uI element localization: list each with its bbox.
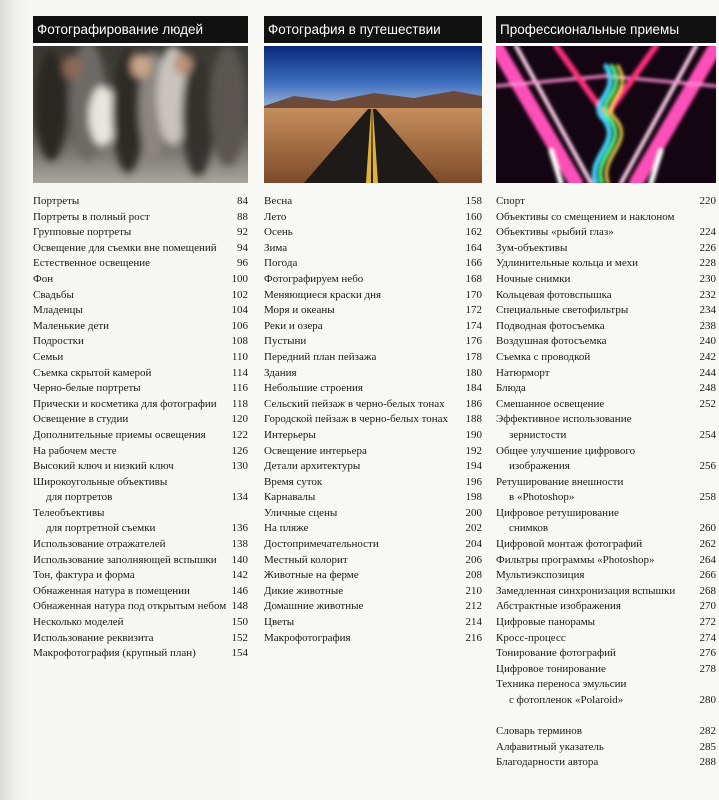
toc-entry[interactable] [33, 584, 248, 600]
toc-entry[interactable] [264, 194, 482, 210]
toc-entry[interactable] [33, 241, 248, 257]
toc-entry-page: 114 [231, 366, 248, 379]
toc-entry[interactable] [33, 599, 248, 615]
toc-entry[interactable] [496, 288, 716, 304]
toc-entry[interactable] [264, 210, 482, 226]
toc-entry[interactable] [496, 755, 716, 771]
toc-entry-page: 110 [231, 350, 248, 363]
toc-entry-title: для портретной съемки [46, 522, 156, 535]
toc-entry-title: На рабочем месте [33, 444, 117, 457]
toc-entry-title: Семьи [33, 350, 64, 363]
toc-entry-title: Использование заполняющей вспышки [33, 553, 217, 566]
toc-entry[interactable] [33, 537, 248, 553]
toc-list [264, 194, 482, 646]
section-title: Фотографирование людей [33, 16, 248, 46]
toc-entry-title: Зима [264, 241, 288, 254]
toc-entry-title: Кольцевая фотовспышка [496, 288, 612, 301]
toc-entry-title: Цифровое ретуширование [496, 506, 619, 519]
toc-entry[interactable] [33, 381, 248, 397]
toc-entry-title: Здания [264, 366, 297, 379]
toc-entry[interactable] [264, 288, 482, 304]
toc-entry-page: 262 [699, 538, 716, 551]
toc-entry-page: 104 [231, 304, 248, 317]
section-photo-road [264, 46, 482, 183]
toc-entry[interactable] [33, 288, 248, 304]
toc-entry-page: 96 [237, 257, 248, 270]
toc-entry[interactable] [33, 568, 248, 584]
toc-entry[interactable] [33, 272, 248, 288]
toc-entry-page: 188 [465, 413, 482, 426]
toc-entry-page: 234 [699, 304, 716, 317]
toc-entry-page: 226 [699, 241, 716, 254]
toc-entry-title: Широкоугольные объективы [33, 475, 168, 488]
toc-entry-title: Цифровое тонирование [496, 662, 606, 675]
toc-entry-title: Дикие животные [264, 584, 344, 597]
toc-entry-title: Кросс-процесс [496, 631, 566, 644]
toc-entry-page: 92 [237, 226, 248, 239]
toc-entry-title: Черно-белые портреты [33, 382, 141, 395]
toc-entry-title: Макрофотография (крупный план) [33, 647, 196, 660]
toc-entry-page: 174 [465, 319, 482, 332]
toc-entry-title: Абстрактные изображения [496, 600, 621, 613]
toc-entry[interactable] [264, 319, 482, 335]
toc-entry[interactable] [264, 553, 482, 569]
toc-entry-page: 118 [231, 397, 248, 410]
toc-entry[interactable] [264, 631, 482, 647]
toc-entry[interactable] [33, 459, 248, 475]
toc-entry-title: Благодарности автора [496, 756, 599, 769]
toc-entry[interactable] [496, 646, 716, 662]
toc-column-people [33, 16, 248, 662]
toc-entry[interactable] [264, 272, 482, 288]
toc-entry-title: Портреты в полный рост [33, 210, 150, 223]
toc-entry-title: Макрофотография [264, 631, 351, 644]
toc-entry-page: 180 [465, 366, 482, 379]
toc-entry-title: Интерьеры [264, 428, 316, 441]
toc-entry[interactable] [496, 537, 716, 553]
toc-entry-title: Городской пейзаж в черно-белых тонах [264, 413, 449, 426]
toc-entry[interactable] [264, 428, 482, 444]
toc-entry-title: Замедленная синхронизация вспышки [496, 584, 676, 597]
toc-entry-page: 170 [465, 288, 482, 301]
toc-entry-page: 100 [231, 272, 248, 285]
toc-entry-page: 150 [231, 616, 248, 629]
toc-entry[interactable] [496, 568, 716, 584]
toc-entry-page: 88 [237, 210, 248, 223]
toc-entry[interactable] [496, 334, 716, 350]
toc-entry-page: 278 [699, 662, 716, 675]
toc-entry[interactable] [496, 615, 716, 631]
toc-entry-page: 244 [699, 366, 716, 379]
toc-entry-page: 256 [699, 460, 716, 473]
toc-entry-title: Моря и океаны [264, 304, 335, 317]
toc-entry-title: Высокий ключ и низкий ключ [33, 460, 174, 473]
toc-entry-page: 160 [465, 210, 482, 223]
toc-entry-page: 142 [231, 569, 248, 582]
toc-list [33, 194, 248, 662]
toc-entry-page: 176 [465, 335, 482, 348]
toc-entry-title: Лето [264, 210, 287, 223]
toc-entry[interactable] [33, 631, 248, 647]
toc-entry-title: для портретов [46, 491, 113, 504]
toc-entry[interactable] [33, 490, 248, 506]
toc-entry-title: Техника переноса эмульсии [496, 678, 627, 691]
toc-entry[interactable] [264, 459, 482, 475]
toc-entry[interactable] [496, 459, 716, 475]
toc-entry-page: 264 [699, 553, 716, 566]
toc-entry-title: Реки и озера [264, 319, 323, 332]
toc-entry[interactable] [33, 225, 248, 241]
toc-entry[interactable] [33, 553, 248, 569]
toc-entry[interactable] [264, 490, 482, 506]
toc-entry-title: Освещение интерьера [264, 444, 367, 457]
toc-entry-page: 252 [699, 397, 716, 410]
toc-entry-title: Блюда [496, 382, 526, 395]
toc-entry[interactable] [496, 319, 716, 335]
toc-entry[interactable] [264, 366, 482, 382]
toc-entry-page: 260 [699, 522, 716, 535]
toc-entry[interactable] [496, 194, 716, 210]
toc-entry[interactable] [496, 662, 716, 678]
toc-entry-page: 168 [465, 272, 482, 285]
toc-entry[interactable] [496, 490, 716, 506]
toc-entry[interactable] [33, 397, 248, 413]
toc-entry-title: Специальные светофильтры [496, 304, 629, 317]
toc-entry-page: 210 [465, 584, 482, 597]
toc-entry[interactable] [496, 256, 716, 272]
toc-entry-title: Объективы со смещением и наклоном [496, 210, 675, 223]
toc-entry-page: 158 [465, 195, 482, 207]
toc-entry[interactable] [264, 444, 482, 460]
toc-entry-title: Удлинительные кольца и мехи [496, 257, 638, 270]
toc-entry-title: Достопримечательности [264, 538, 379, 551]
toc-entry-page: 140 [231, 553, 248, 566]
toc-entry-title: Меняющиеся краски дня [264, 288, 382, 301]
toc-entry-title: Смешанное освещение [496, 397, 605, 410]
toc-entry[interactable] [496, 677, 716, 693]
toc-entry-page: 126 [231, 444, 248, 457]
toc-entry-title: Подростки [33, 335, 84, 348]
toc-entry-title: На пляже [264, 522, 309, 535]
toc-entry-title: Местный колорит [264, 553, 348, 566]
toc-entry-page: 102 [231, 288, 248, 301]
toc-entry-page: 258 [699, 491, 716, 504]
toc-entry-title: Прически и косметика для фотографии [33, 397, 217, 410]
toc-entry-page: 200 [465, 506, 482, 519]
toc-entry[interactable] [33, 303, 248, 319]
toc-entry-title: Спорт [496, 195, 525, 207]
toc-entry-page: 224 [699, 226, 716, 239]
toc-entry[interactable] [496, 366, 716, 382]
toc-entry-title: Портреты [33, 195, 80, 207]
toc-entry[interactable] [496, 210, 716, 226]
toc-entry-title: Свадьбы [33, 288, 74, 301]
section-photo-crowd [33, 46, 248, 183]
toc-entry-title: изображения [509, 460, 570, 473]
toc-entry[interactable] [33, 506, 248, 522]
toc-entry-page: 202 [465, 522, 482, 535]
toc-entry-title: Воздушная фотосъемка [496, 335, 607, 348]
toc-entry[interactable] [264, 506, 482, 522]
toc-entry[interactable] [33, 646, 248, 662]
toc-entry-title: Цифровые панорамы [496, 616, 596, 629]
toc-entry-page: 274 [699, 631, 716, 644]
toc-entry-title: Сельский пейзаж в черно-белых тонах [264, 397, 445, 410]
toc-entry-page: 248 [699, 382, 716, 395]
toc-entry-title: Натюрморт [496, 366, 550, 379]
toc-entry-page: 232 [699, 288, 716, 301]
toc-entry-title: Общее улучшение цифрового [496, 444, 636, 457]
toc-entry-page: 152 [231, 631, 248, 644]
toc-entry[interactable] [33, 256, 248, 272]
toc-column-travel [264, 16, 482, 646]
toc-entry[interactable] [33, 444, 248, 460]
toc-entry-title: Освещение для съемки вне помещений [33, 241, 217, 254]
toc-entry-title: Обнаженная натура под открытым небом [33, 600, 227, 613]
toc-entry-page: 212 [465, 600, 482, 613]
toc-entry-page: 198 [465, 491, 482, 504]
toc-entry-page: 136 [231, 522, 248, 535]
toc-entry[interactable] [264, 225, 482, 241]
toc-entry-page: 146 [231, 584, 248, 597]
toc-entry-title: Уличные сцены [264, 506, 338, 519]
toc-entry[interactable] [33, 521, 248, 537]
toc-entry-title: Обнаженная натура в помещении [33, 584, 190, 597]
toc-entry-page: 196 [465, 475, 482, 488]
toc-entry[interactable] [496, 303, 716, 319]
toc-entry-title: Ретуширование внешности [496, 475, 624, 488]
toc-entry-page: 108 [231, 335, 248, 348]
toc-entry-page: 84 [237, 195, 248, 207]
toc-entry[interactable] [264, 334, 482, 350]
toc-entry-title: Ночные снимки [496, 272, 571, 285]
toc-entry-page: 266 [699, 569, 716, 582]
toc-entry-page: 280 [699, 694, 716, 706]
toc-entry[interactable] [496, 397, 716, 413]
toc-entry-page: 268 [699, 584, 716, 597]
toc-entry[interactable] [33, 210, 248, 226]
toc-entry[interactable] [496, 412, 716, 428]
toc-entry-title: Домашние животные [264, 600, 364, 613]
toc-entry-title: Осень [264, 226, 293, 239]
toc-entry-page: 216 [465, 631, 482, 644]
toc-entry[interactable] [33, 412, 248, 428]
toc-entry-page: 164 [465, 241, 482, 254]
toc-entry-page: 162 [465, 226, 482, 239]
toc-entry-title: Тонирование фотографий [496, 647, 616, 660]
toc-entry[interactable] [496, 506, 716, 522]
toc-entry[interactable] [496, 350, 716, 366]
toc-entry-title: Тон, фактура и форма [33, 569, 135, 582]
toc-entry[interactable] [264, 475, 482, 491]
toc-entry-title: Фон [33, 272, 54, 285]
toc-entry[interactable] [264, 568, 482, 584]
toc-entry[interactable] [264, 521, 482, 537]
toc-entry-page: 228 [699, 257, 716, 270]
toc-entry-title: Время суток [264, 475, 323, 488]
toc-entry-page: 270 [699, 600, 716, 613]
toc-entry-page: 122 [231, 428, 248, 441]
toc-entry-title: Маленькие дети [33, 319, 110, 332]
toc-entry-page: 208 [465, 569, 482, 582]
toc-entry-page: 192 [465, 444, 482, 457]
toc-entry-page: 130 [231, 460, 248, 473]
toc-entry-page: 272 [699, 616, 716, 629]
toc-entry-title: Фильтры программы «Photoshop» [496, 553, 655, 566]
toc-entry[interactable] [264, 537, 482, 553]
toc-entry-page: 254 [699, 428, 716, 441]
toc-entry[interactable] [33, 350, 248, 366]
toc-entry-page: 220 [699, 195, 716, 207]
toc-entry-page: 184 [465, 382, 482, 395]
toc-entry[interactable] [496, 740, 716, 756]
toc-entry-page: 154 [231, 647, 248, 660]
toc-entry[interactable] [33, 319, 248, 335]
toc-list [496, 194, 716, 771]
toc-entry[interactable] [496, 693, 716, 709]
toc-entry[interactable] [33, 334, 248, 350]
toc-entry-title: Несколько моделей [33, 616, 124, 629]
toc-entry-page: 172 [465, 304, 482, 317]
section-title: Фотография в путешествии [264, 16, 482, 46]
toc-entry[interactable] [264, 599, 482, 615]
toc-entry-title: Объективы «рыбий глаз» [496, 226, 614, 239]
toc-column-professional [496, 16, 716, 771]
toc-entry-title: Цифровой монтаж фотографий [496, 538, 643, 551]
toc-entry[interactable] [33, 475, 248, 491]
toc-entry[interactable] [496, 631, 716, 647]
toc-entry[interactable] [496, 521, 716, 537]
toc-entry[interactable] [496, 225, 716, 241]
toc-entry-page: 276 [699, 647, 716, 660]
toc-entry-title: Групповые портреты [33, 226, 132, 239]
toc-entry-page: 242 [699, 350, 716, 363]
toc-entry[interactable] [496, 724, 716, 740]
toc-entry-title: Съемка скрытой камерой [33, 366, 152, 379]
toc-entry-title: снимков [509, 522, 549, 535]
toc-entry[interactable] [264, 381, 482, 397]
toc-entry-title: зернистости [509, 428, 567, 441]
toc-entry-title: Небольшие строения [264, 382, 363, 395]
toc-entry[interactable] [264, 412, 482, 428]
toc-entry[interactable] [496, 241, 716, 257]
toc-entry-page: 204 [465, 538, 482, 551]
toc-entry-page: 120 [231, 413, 248, 426]
toc-entry[interactable] [496, 381, 716, 397]
toc-entry-page: 134 [231, 491, 248, 504]
toc-entry-page: 178 [465, 350, 482, 363]
toc-entry[interactable] [264, 397, 482, 413]
toc-entry[interactable] [264, 256, 482, 272]
toc-entry-title: Использование отражателей [33, 538, 166, 551]
toc-entry[interactable] [496, 599, 716, 615]
toc-entry-page: 288 [699, 756, 716, 769]
toc-entry-title: Эффективное использование [496, 413, 632, 426]
toc-entry-page: 116 [231, 382, 248, 395]
toc-entry-page: 282 [699, 725, 716, 738]
toc-entry[interactable] [496, 272, 716, 288]
toc-entry[interactable] [264, 241, 482, 257]
toc-entry[interactable] [264, 584, 482, 600]
toc-entry-title: Подводная фотосъемка [496, 319, 605, 332]
toc-entry[interactable] [496, 444, 716, 460]
toc-entry-page: 94 [237, 241, 248, 254]
toc-entry-title: Цветы [264, 616, 295, 629]
toc-entry[interactable] [33, 194, 248, 210]
toc-entry-title: Зум-объективы [496, 241, 568, 254]
section-title: Профессиональные приемы [496, 16, 716, 46]
toc-entry[interactable] [496, 475, 716, 491]
toc-entry-title: Освещение в студии [33, 413, 129, 426]
toc-entry-title: Использование реквизита [33, 631, 154, 644]
toc-entry[interactable] [33, 428, 248, 444]
toc-entry-page: 186 [465, 397, 482, 410]
toc-entry-page: 106 [231, 319, 248, 332]
toc-entry[interactable] [496, 584, 716, 600]
toc-entry-page: 190 [465, 428, 482, 441]
toc-entry-title: с фотопленок «Polaroid» [509, 694, 624, 706]
toc-entry-page: 206 [465, 553, 482, 566]
toc-entry-page: 240 [699, 335, 716, 348]
toc-entry-title: Весна [264, 195, 293, 207]
toc-entry-title: Карнавалы [264, 491, 316, 504]
toc-entry-title: Передний план пейзажа [264, 350, 377, 363]
toc-entry[interactable] [264, 303, 482, 319]
toc-entry-title: Погода [264, 257, 298, 270]
toc-entry-title: Младенцы [33, 304, 83, 317]
toc-entry-title: Животные на ферме [264, 569, 359, 582]
toc-entry-page: 214 [465, 616, 482, 629]
toc-entry[interactable] [264, 350, 482, 366]
toc-entry-page: 230 [699, 272, 716, 285]
toc-entry-page: 166 [465, 257, 482, 270]
toc-entry-page: 194 [465, 460, 482, 473]
toc-entry-title: Естественное освещение [33, 257, 150, 270]
toc-spacer [496, 709, 716, 725]
toc-entry-title: Телеобъективы [33, 506, 105, 519]
toc-entry-title: Дополнительные приемы освещения [33, 428, 206, 441]
toc-entry[interactable] [496, 428, 716, 444]
toc-entry-title: Алфавитный указатель [496, 740, 604, 753]
toc-entry[interactable] [264, 615, 482, 631]
toc-entry-page: 138 [231, 538, 248, 551]
section-photo-light-streaks [496, 46, 716, 183]
toc-entry-title: в «Photoshop» [509, 491, 575, 504]
toc-entry-page: 238 [699, 319, 716, 332]
toc-entry-title: Пустыни [264, 335, 307, 348]
toc-entry-title: Фотографируем небо [264, 272, 364, 285]
toc-entry[interactable] [33, 615, 248, 631]
toc-entry-title: Съемка с проводкой [496, 350, 591, 363]
toc-entry[interactable] [496, 553, 716, 569]
toc-entry-title: Словарь терминов [496, 725, 582, 738]
toc-entry-page: 285 [699, 740, 716, 753]
toc-entry-page: 148 [231, 600, 248, 613]
toc-entry-title: Мультиэкспозиция [496, 569, 585, 582]
toc-entry-title: Детали архитектуры [264, 460, 361, 473]
toc-entry[interactable] [33, 366, 248, 382]
